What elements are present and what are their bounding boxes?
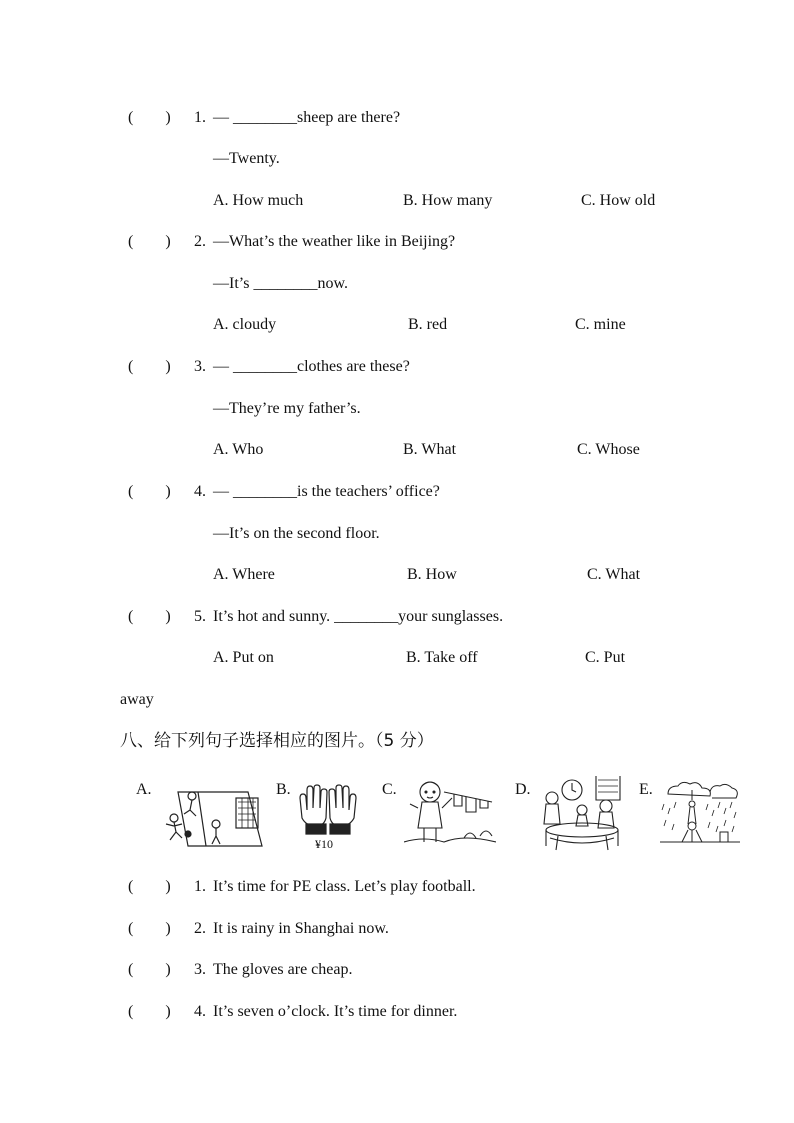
option-b[interactable]: B. How many [403,192,493,209]
answer-parenthesis[interactable]: ( ) [128,358,171,375]
question-number: 3. [194,358,206,375]
girl-clothesline-icon [404,778,496,846]
answer-parenthesis[interactable]: ( ) [128,878,171,895]
answer-parenthesis[interactable]: ( ) [128,483,171,500]
question-text: — ________is the teachers’ office? [213,483,440,500]
option-a[interactable]: A. How much [213,192,304,209]
family-dinner-icon [538,776,630,852]
question-text: — ________sheep are there? [213,109,401,126]
answer-parenthesis[interactable]: ( ) [128,1003,171,1020]
option-b[interactable]: B. Take off [406,649,478,666]
option-a[interactable]: A. Put on [213,649,274,666]
picture-label-d: D. [515,781,531,798]
item-text: It’s time for PE class. Let’s play football. [213,878,476,895]
item-text: The gloves are cheap. [213,961,353,978]
answer-parenthesis[interactable]: ( ) [128,233,171,250]
answer-parenthesis[interactable]: ( ) [128,961,171,978]
option-b[interactable]: B. How [407,566,457,583]
option-a[interactable]: A. Who [213,441,264,458]
picture-label-c: C. [382,781,397,798]
picture-label-a: A. [136,781,152,798]
option-c[interactable]: C. What [587,566,641,583]
question-number: 2. [194,233,206,250]
item-number: 2. [194,920,206,937]
answer-text: —It’s ________now. [213,275,348,292]
answer-text: —Twenty. [213,150,280,167]
answer-parenthesis[interactable]: ( ) [128,920,171,937]
item-text: It is rainy in Shanghai now. [213,920,389,937]
option-c[interactable]: C. Put [585,649,626,666]
option-c[interactable]: C. mine [575,316,626,333]
football-field-icon [158,784,270,854]
question-text: It’s hot and sunny. ________your sunglasses. [213,608,504,625]
option-b[interactable]: B. What [403,441,457,458]
option-c[interactable]: C. How old [581,192,656,209]
option-c[interactable]: C. Whose [577,441,640,458]
gloves-price: ¥10 [315,837,333,851]
item-number: 3. [194,961,206,978]
item-text: It’s seven o’clock. It’s time for dinner. [213,1003,458,1020]
answer-text: —It’s on the second floor. [213,525,380,542]
gloves-icon [296,784,360,836]
rainy-tower-icon [660,780,740,844]
question-number: 1. [194,109,206,126]
question-text: —What’s the weather like in Beijing? [213,233,456,250]
option-b[interactable]: B. red [408,316,448,333]
option-a[interactable]: A. cloudy [213,316,277,333]
picture-label-b: B. [276,781,291,798]
option-c-overflow: away [120,691,154,708]
answer-parenthesis[interactable]: ( ) [128,109,171,126]
question-text: — ________clothes are these? [213,358,410,375]
answer-text: —They’re my father’s. [213,400,361,417]
answer-parenthesis[interactable]: ( ) [128,608,171,625]
option-a[interactable]: A. Where [213,566,275,583]
question-number: 5. [194,608,206,625]
item-number: 4. [194,1003,206,1020]
picture-label-e: E. [639,781,653,798]
section-title: 八、给下列句子选择相应的图片。（5 分） [120,731,434,751]
question-number: 4. [194,483,206,500]
item-number: 1. [194,878,206,895]
